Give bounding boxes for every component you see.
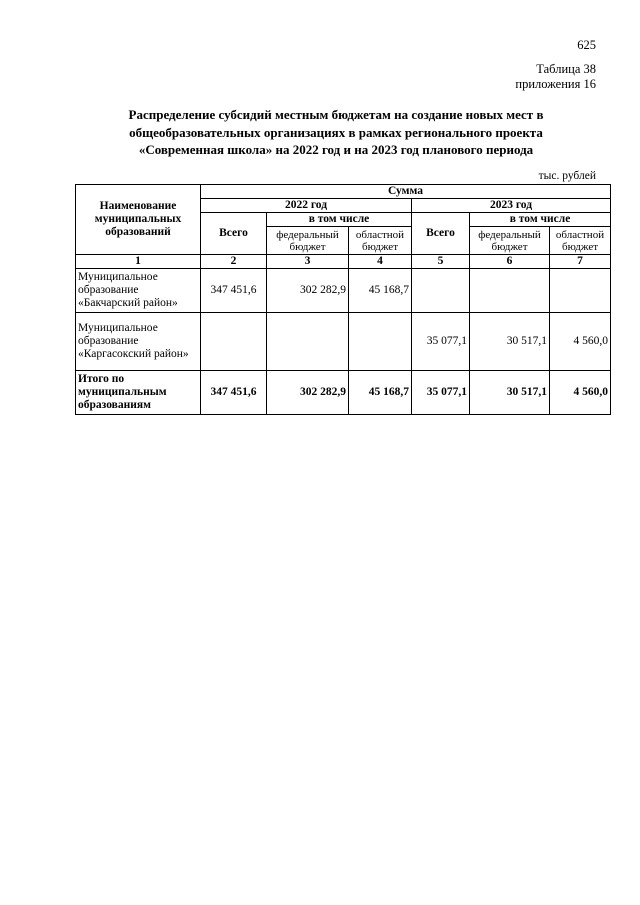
document-title: [88, 106, 584, 159]
col-number: 2: [201, 255, 267, 269]
cell-2023-total: 35 077,1: [412, 313, 470, 371]
cell-2023-federal: [470, 269, 550, 313]
total-2022-regional: 45 168,7: [349, 371, 412, 415]
header-including-2022: в том числе: [267, 213, 412, 227]
header-federal-2023: федеральный бюджет: [470, 227, 550, 255]
cell-2022-regional: [349, 313, 412, 371]
col-number: 4: [349, 255, 412, 269]
cell-2023-regional: 4 560,0: [550, 313, 611, 371]
table-reference: [440, 62, 596, 92]
cell-2022-regional: 45 168,7: [349, 269, 412, 313]
header-total-2023: Всего: [412, 213, 470, 255]
table-ref-line1: Таблица 38: [536, 62, 596, 76]
header-name: Наименование муниципальных образований: [76, 185, 201, 255]
title-line2: общеобразовательных организациях в рамках регионального проекта: [129, 124, 543, 140]
header-sum: Сумма: [201, 185, 611, 199]
table-ref-line2: приложения 16: [515, 77, 596, 91]
cell-2023-federal: 30 517,1: [470, 313, 550, 371]
col-number: 6: [470, 255, 550, 269]
row-name: Муниципальное образование «Каргасокский район»: [76, 313, 201, 371]
column-numbers-row: [76, 255, 611, 269]
total-2023-total: 35 077,1: [412, 371, 470, 415]
header-year-2023: 2023 год: [412, 199, 611, 213]
units-label: тыс. рублей: [538, 170, 596, 182]
header-regional-2022: областной бюджет: [349, 227, 412, 255]
header-federal-2022: федеральный бюджет: [267, 227, 349, 255]
cell-2022-federal: 302 282,9: [267, 269, 349, 313]
col-number: 3: [267, 255, 349, 269]
cell-2023-total: [412, 269, 470, 313]
title-line3: «Современная школа» на 2022 год и на 2023 год планового периода: [138, 142, 534, 157]
total-2023-regional: 4 560,0: [550, 371, 611, 415]
row-name: Муниципальное образование «Бакчарский район»: [76, 269, 201, 313]
header-year-2022: 2022 год: [201, 199, 412, 213]
table-row: [76, 313, 611, 371]
col-number: 5: [412, 255, 470, 269]
page-number: 625: [577, 38, 596, 52]
subsidy-table: [75, 184, 611, 415]
cell-2022-federal: [267, 313, 349, 371]
title-line1: Распределение субсидий местным бюджетам на создание новых мест в: [128, 107, 544, 122]
header-including-2023: в том числе: [470, 213, 611, 227]
header-regional-2023: областной бюджет: [550, 227, 611, 255]
col-number: 1: [76, 255, 201, 269]
total-row: [76, 371, 611, 415]
col-number: 7: [550, 255, 611, 269]
cell-2023-regional: [550, 269, 611, 313]
cell-2022-total: 347 451,6: [201, 269, 267, 313]
cell-2022-total: [201, 313, 267, 371]
total-2022-total: 347 451,6: [201, 371, 267, 415]
total-row-name: Итого по муниципальным образованиям: [76, 371, 201, 415]
table-row: [76, 269, 611, 313]
total-2022-federal: 302 282,9: [267, 371, 349, 415]
total-2023-federal: 30 517,1: [470, 371, 550, 415]
header-total-2022: Всего: [201, 213, 267, 255]
